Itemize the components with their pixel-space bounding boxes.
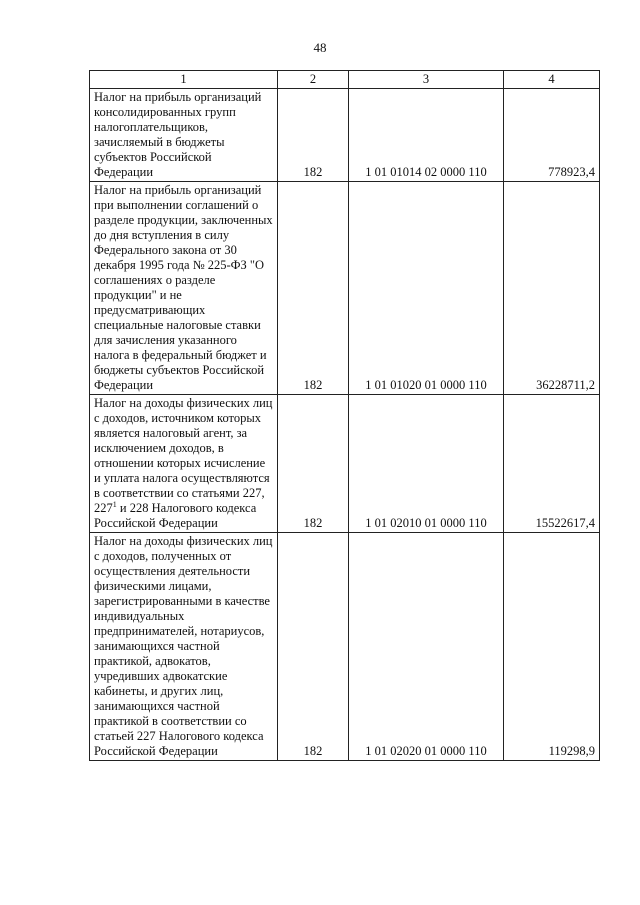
revenue-table [89, 70, 600, 761]
admin-code-cell: 182 [278, 182, 349, 395]
admin-code-cell: 182 [278, 533, 349, 761]
tax-name-text: Налог на доходы физических лиц с доходов, источником которых является налоговый агент, за исключением доходов, в отношении которых исчисление и уплата налога осуществляются в соответствии со статьями 227, 227 [94, 396, 273, 515]
article-superscript: 1 [112, 499, 117, 509]
admin-code-cell: 182 [278, 395, 349, 533]
budget-code-cell: 1 01 01020 01 0000 110 [349, 182, 504, 395]
amount-cell: 778923,4 [504, 89, 600, 182]
budget-code-cell: 1 01 01014 02 0000 110 [349, 89, 504, 182]
tax-name-cell: Налог на прибыль организаций при выполнении соглашений о разделе продукции, заключенных до дня вступления в силу Федерального закона от 30 декабря 1995 года № 225-ФЗ "О соглашениях о разделе продукции" и не предусматривающих специальные налоговые ставки для зачисления указанного налога в федеральный бюджет и бюджеты субъектов Российской Федерации [90, 182, 278, 395]
tax-name-cell [90, 395, 278, 533]
column-header-3: 3 [349, 71, 504, 89]
tax-name-cell: Налог на доходы физических лиц с доходов, полученных от осуществления деятельности физическими лицами, зарегистрированными в качестве индивидуальных предпринимателей, нотариусов, занимающихся частной практикой, адвокатов, учредивших адвокатские кабинеты, и других лиц, занимающихся частной практикой в соответствии со статьей 227 Налогового кодекса Российской Федерации [90, 533, 278, 761]
budget-code-cell: 1 01 02010 01 0000 110 [349, 395, 504, 533]
tax-name-cell: Налог на прибыль организаций консолидированных групп налогоплательщиков, зачисляемый в бюджеты субъектов Российской Федерации [90, 89, 278, 182]
admin-code-cell: 182 [278, 89, 349, 182]
table-row [90, 89, 600, 182]
amount-cell: 15522617,4 [504, 395, 600, 533]
tax-name-text-end: и 228 Налогового кодекса Российской Федерации [94, 501, 257, 530]
table-header-row [90, 71, 600, 89]
table-row [90, 395, 600, 533]
budget-code-cell: 1 01 02020 01 0000 110 [349, 533, 504, 761]
table-row [90, 533, 600, 761]
column-header-1: 1 [90, 71, 278, 89]
page-number: 48 [313, 40, 327, 55]
table-row [90, 182, 600, 395]
amount-cell: 36228711,2 [504, 182, 600, 395]
amount-cell: 119298,9 [504, 533, 600, 761]
column-header-2: 2 [278, 71, 349, 89]
column-header-4: 4 [504, 71, 600, 89]
